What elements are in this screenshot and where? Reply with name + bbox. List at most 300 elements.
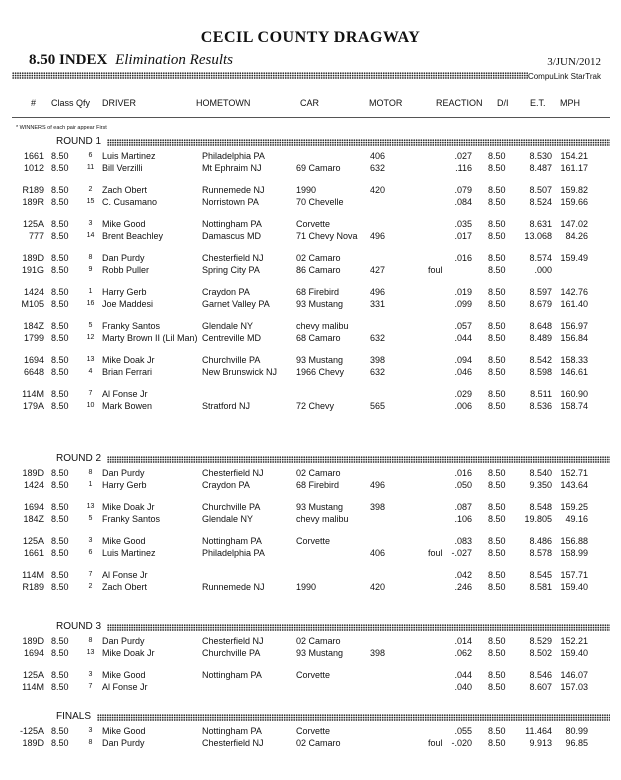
cell-car: 68 Firebird	[296, 480, 340, 490]
cell-id: 125A	[22, 219, 44, 229]
cell-driver: Mike Good	[102, 219, 146, 229]
cell-di: 8.50	[488, 548, 506, 558]
cell-motor: 406	[370, 548, 386, 558]
cell-id: R189	[22, 185, 44, 195]
cell-driver: Brent Beachley	[102, 231, 164, 241]
cell-car: 1966 Chevy	[296, 367, 345, 377]
cell-cls: 8.50	[51, 514, 69, 524]
table-row	[0, 726, 621, 738]
cell-home: Nottingham PA	[202, 219, 262, 229]
cell-mph: 159.25	[560, 502, 588, 512]
cell-cls: 8.50	[51, 355, 69, 365]
cell-et: 19.805	[524, 514, 552, 524]
cell-mph: 49.16	[565, 514, 588, 524]
cell-cls: 8.50	[51, 197, 69, 207]
cell-et: 8.597	[529, 287, 552, 297]
round-header	[12, 622, 610, 634]
table-row	[0, 231, 621, 243]
cell-id: 189D	[22, 253, 44, 263]
table-row	[0, 389, 621, 401]
cell-driver: C. Cusamano	[102, 197, 158, 207]
cell-di: 8.50	[488, 468, 506, 478]
cell-cls: 8.50	[51, 570, 69, 580]
cell-react: .029	[454, 389, 472, 399]
cell-mph: 161.17	[560, 163, 588, 173]
header-rule	[12, 117, 610, 118]
cell-motor: 331	[370, 299, 386, 309]
cell-et: 9.913	[529, 738, 552, 748]
cell-home: Norristown PA	[202, 197, 259, 207]
cell-id: 1424	[23, 480, 44, 490]
cell-cls: 8.50	[51, 253, 69, 263]
cell-qfy: 3	[88, 537, 93, 544]
cell-react: .050	[454, 480, 472, 490]
header-dot-rule	[12, 72, 528, 79]
cell-react: .079	[454, 185, 472, 195]
cell-motor: 496	[370, 480, 386, 490]
cell-di: 8.50	[488, 536, 506, 546]
table-row	[0, 548, 621, 560]
brand-label: CompuLink StarTrak	[527, 72, 601, 81]
cell-et: 8.502	[529, 648, 552, 658]
cell-qfy: 2	[88, 583, 93, 590]
cell-id: R189	[22, 582, 44, 592]
cell-mph: 146.61	[560, 367, 588, 377]
cell-react: .057	[454, 321, 472, 331]
cell-home: Craydon PA	[202, 480, 250, 490]
cell-motor: 398	[370, 502, 386, 512]
col-et: E.T.	[530, 98, 546, 108]
cell-mph: 157.71	[560, 570, 588, 580]
cell-et: 8.631	[529, 219, 552, 229]
col-car: CAR	[300, 98, 320, 108]
cell-qfy: 11	[86, 164, 95, 171]
cell-home: Mt Ephraim NJ	[202, 163, 262, 173]
cell-home: Runnemede NJ	[202, 185, 265, 195]
cell-di: 8.50	[488, 355, 506, 365]
table-row	[0, 163, 621, 175]
cell-id: 125A	[22, 536, 44, 546]
col-driver: DRIVER	[102, 98, 137, 108]
cell-mph: 80.99	[565, 726, 588, 736]
cell-react: .019	[454, 287, 472, 297]
cell-car: 72 Chevy	[296, 401, 335, 411]
cell-cls: 8.50	[51, 536, 69, 546]
cell-di: 8.50	[488, 502, 506, 512]
cell-id: 114M	[22, 389, 44, 399]
cell-qfy: 8	[88, 469, 93, 476]
cell-di: 8.50	[488, 738, 506, 748]
cell-qfy: 8	[88, 254, 93, 261]
table-row	[0, 151, 621, 163]
cell-id: 114M	[22, 682, 44, 692]
cell-qfy: 13	[86, 356, 95, 363]
cell-home: Spring City PA	[202, 265, 260, 275]
cell-di: 8.50	[488, 253, 506, 263]
round-label: ROUND 2	[56, 453, 102, 464]
cell-driver: Al Fonse Jr	[102, 682, 148, 692]
cell-qfy: 1	[88, 481, 93, 488]
col-di: D/I	[497, 98, 509, 108]
cell-car: chevy malibu	[296, 321, 349, 331]
cell-react: -.020	[451, 738, 472, 748]
cell-driver: Harry Gerb	[102, 480, 147, 490]
cell-mph: 84.26	[565, 231, 588, 241]
cell-driver: Dan Purdy	[102, 253, 145, 263]
cell-mph: 157.03	[560, 682, 588, 692]
cell-mph: 161.40	[560, 299, 588, 309]
round-label: ROUND 3	[56, 621, 102, 632]
cell-cls: 8.50	[51, 151, 69, 161]
cell-cls: 8.50	[51, 231, 69, 241]
cell-et: 11.464	[525, 726, 552, 736]
cell-react: .016	[454, 253, 472, 263]
cell-driver: Robb Puller	[102, 265, 150, 275]
cell-qfy: 10	[86, 402, 95, 409]
cell-foul: foul	[428, 738, 443, 748]
cell-id: -125A	[19, 726, 44, 736]
cell-motor: 496	[370, 231, 386, 241]
table-row	[0, 480, 621, 492]
cell-di: 8.50	[488, 231, 506, 241]
cell-et: 8.487	[529, 163, 552, 173]
cell-et: 8.598	[529, 367, 552, 377]
cell-react: .027	[454, 151, 472, 161]
cell-di: 8.50	[488, 219, 506, 229]
cell-home: Nottingham PA	[202, 670, 262, 680]
cell-cls: 8.50	[51, 287, 69, 297]
cell-home: Glendale NY	[202, 514, 254, 524]
cell-id: 189D	[22, 738, 44, 748]
cell-react: .087	[454, 502, 472, 512]
cell-home: Chesterfield NJ	[202, 253, 264, 263]
cell-cls: 8.50	[51, 502, 69, 512]
cell-car: 69 Camaro	[296, 163, 341, 173]
cell-qfy: 13	[86, 503, 95, 510]
cell-cls: 8.50	[51, 299, 69, 309]
cell-react: .044	[454, 333, 472, 343]
cell-di: 8.50	[488, 197, 506, 207]
cell-cls: 8.50	[51, 367, 69, 377]
cell-cls: 8.50	[51, 548, 69, 558]
cell-cls: 8.50	[51, 333, 69, 343]
table-row	[0, 321, 621, 333]
subtitle	[29, 52, 233, 69]
cell-mph: 147.02	[560, 219, 588, 229]
cell-driver: Franky Santos	[102, 514, 161, 524]
cell-car: 93 Mustang	[296, 648, 344, 658]
cell-driver: Mike Doak Jr	[102, 502, 155, 512]
cell-car: 70 Chevelle	[296, 197, 344, 207]
cell-id: M105	[21, 299, 44, 309]
report-date: 3/JUN/2012	[547, 56, 601, 68]
cell-react: .040	[454, 682, 472, 692]
cell-mph: 146.07	[560, 670, 588, 680]
cell-driver: Mike Good	[102, 536, 146, 546]
table-row	[0, 514, 621, 526]
cell-id: 191G	[21, 265, 44, 275]
cell-di: 8.50	[488, 163, 506, 173]
cell-di: 8.50	[488, 636, 506, 646]
cell-di: 8.50	[488, 480, 506, 490]
cell-id: 1012	[23, 163, 44, 173]
cell-qfy: 8	[88, 739, 93, 746]
col-qfy: Qfy	[76, 98, 91, 108]
cell-mph: 160.90	[560, 389, 588, 399]
cell-car: Corvette	[296, 726, 331, 736]
cell-driver: Luis Martinez	[102, 548, 156, 558]
round-dot-rule	[97, 714, 610, 721]
cell-home: Chesterfield NJ	[202, 468, 264, 478]
cell-motor: 496	[370, 287, 386, 297]
cell-cls: 8.50	[51, 163, 69, 173]
cell-qfy: 13	[86, 649, 95, 656]
table-row	[0, 355, 621, 367]
cell-react: .094	[454, 355, 472, 365]
cell-cls: 8.50	[51, 582, 69, 592]
cell-di: 8.50	[488, 389, 506, 399]
cell-di: 8.50	[488, 401, 506, 411]
cell-car: Corvette	[296, 670, 331, 680]
cell-motor: 406	[370, 151, 386, 161]
cell-driver: Franky Santos	[102, 321, 161, 331]
cell-react: .084	[454, 197, 472, 207]
cell-car: Corvette	[296, 536, 331, 546]
table-row	[0, 333, 621, 345]
cell-di: 8.50	[488, 287, 506, 297]
cell-driver: Marty Brown II (Lil Man)	[102, 333, 198, 343]
cell-qfy: 4	[88, 368, 93, 375]
cell-home: Churchville PA	[202, 355, 261, 365]
cell-home: Glendale NY	[202, 321, 254, 331]
cell-et: 9.350	[529, 480, 552, 490]
cell-car: chevy malibu	[296, 514, 349, 524]
cell-di: 8.50	[488, 333, 506, 343]
table-row	[0, 648, 621, 660]
winners-note: * WINNERS of each pair appear First	[16, 125, 107, 131]
cell-home: Damascus MD	[202, 231, 262, 241]
cell-motor: 632	[370, 333, 386, 343]
cell-id: 1661	[23, 548, 44, 558]
cell-qfy: 7	[88, 683, 93, 690]
cell-react: .055	[454, 726, 472, 736]
cell-car: 93 Mustang	[296, 355, 344, 365]
cell-et: 8.581	[529, 582, 552, 592]
cell-mph: 152.71	[560, 468, 588, 478]
table-row	[0, 401, 621, 413]
cell-id: 189R	[22, 197, 44, 207]
cell-motor: 632	[370, 367, 386, 377]
cell-mph: 159.49	[560, 253, 588, 263]
cell-mph: 152.21	[560, 636, 588, 646]
cell-driver: Dan Purdy	[102, 636, 145, 646]
cell-foul: foul	[428, 265, 443, 275]
cell-mph: 158.33	[560, 355, 588, 365]
cell-driver: Al Fonse Jr	[102, 570, 148, 580]
cell-react: .014	[454, 636, 472, 646]
cell-react: .106	[454, 514, 472, 524]
cell-mph: 96.85	[565, 738, 588, 748]
round-dot-rule	[107, 624, 610, 631]
results-label: Elimination Results	[115, 52, 234, 68]
cell-di: 8.50	[488, 670, 506, 680]
cell-et: 8.507	[529, 185, 552, 195]
cell-home: Chesterfield NJ	[202, 738, 264, 748]
cell-et: 8.524	[529, 197, 552, 207]
page-title: CECIL COUNTY DRAGWAY	[200, 29, 421, 46]
round-label: ROUND 1	[56, 136, 102, 147]
round-label: FINALS	[56, 711, 92, 722]
cell-id: 189D	[22, 636, 44, 646]
cell-home: Churchville PA	[202, 502, 261, 512]
cell-car: 93 Mustang	[296, 502, 344, 512]
cell-di: 8.50	[488, 151, 506, 161]
cell-react: .044	[454, 670, 472, 680]
cell-mph: 159.82	[560, 185, 588, 195]
cell-cls: 8.50	[51, 321, 69, 331]
cell-motor: 420	[370, 185, 386, 195]
cell-id: 184Z	[23, 321, 44, 331]
cell-mph: 159.40	[560, 582, 588, 592]
cell-foul: foul	[428, 548, 443, 558]
cell-et: 8.607	[529, 682, 552, 692]
cell-et: 8.548	[529, 502, 552, 512]
cell-et: 13.068	[524, 231, 552, 241]
table-row	[0, 197, 621, 209]
cell-car: 02 Camaro	[296, 636, 341, 646]
cell-et: 8.486	[529, 536, 552, 546]
cell-react: .246	[454, 582, 472, 592]
cell-qfy: 8	[88, 637, 93, 644]
cell-driver: Luis Martinez	[102, 151, 156, 161]
cell-driver: Bill Verzilli	[102, 163, 143, 173]
round-header	[12, 454, 610, 466]
cell-id: 1799	[23, 333, 44, 343]
cell-driver: Dan Purdy	[102, 738, 145, 748]
cell-cls: 8.50	[51, 682, 69, 692]
cell-qfy: 6	[88, 152, 93, 159]
cell-di: 8.50	[488, 367, 506, 377]
cell-home: Nottingham PA	[202, 726, 262, 736]
cell-qfy: 5	[88, 322, 93, 329]
cell-et: 8.489	[529, 333, 552, 343]
cell-qfy: 16	[86, 300, 95, 307]
cell-driver: Zach Obert	[102, 185, 148, 195]
round-header	[12, 712, 610, 724]
cell-cls: 8.50	[51, 389, 69, 399]
cell-di: 8.50	[488, 185, 506, 195]
cell-motor: 398	[370, 648, 386, 658]
cell-mph: 159.40	[560, 648, 588, 658]
cell-di: 8.50	[488, 321, 506, 331]
cell-mph: 143.64	[560, 480, 588, 490]
col-motor: MOTOR	[369, 98, 403, 108]
cell-home: Centreville MD	[202, 333, 262, 343]
round-header	[12, 137, 610, 149]
cell-driver: Mike Doak Jr	[102, 355, 155, 365]
cell-cls: 8.50	[51, 219, 69, 229]
cell-cls: 8.50	[51, 670, 69, 680]
cell-car: 02 Camaro	[296, 738, 341, 748]
col-hometown: HOMETOWN	[196, 98, 251, 108]
cell-cls: 8.50	[51, 401, 69, 411]
cell-et: 8.530	[529, 151, 552, 161]
cell-di: 8.50	[488, 299, 506, 309]
cell-id: 114M	[22, 570, 44, 580]
cell-et: 8.536	[529, 401, 552, 411]
cell-home: Craydon PA	[202, 287, 250, 297]
table-row	[0, 468, 621, 480]
cell-et: 8.542	[529, 355, 552, 365]
cell-di: 8.50	[488, 682, 506, 692]
cell-react: .062	[454, 648, 472, 658]
cell-driver: Al Fonse Jr	[102, 389, 148, 399]
cell-et: 8.574	[529, 253, 552, 263]
cell-react: .046	[454, 367, 472, 377]
col-reaction: REACTION	[436, 98, 483, 108]
cell-react: .017	[454, 231, 472, 241]
cell-cls: 8.50	[51, 185, 69, 195]
table-row	[0, 670, 621, 682]
cell-id: 6648	[23, 367, 44, 377]
table-row	[0, 287, 621, 299]
cell-qfy: 5	[88, 515, 93, 522]
table-row	[0, 582, 621, 594]
cell-et: 8.511	[530, 389, 552, 399]
table-row	[0, 682, 621, 694]
cell-et: 8.546	[529, 670, 552, 680]
cell-cls: 8.50	[51, 265, 69, 275]
cell-home: Churchville PA	[202, 648, 261, 658]
cell-car: 02 Camaro	[296, 253, 341, 263]
cell-home: Philadelphia PA	[202, 151, 265, 161]
col-id: #	[31, 98, 37, 108]
cell-mph: 159.66	[560, 197, 588, 207]
cell-mph: 156.84	[560, 333, 588, 343]
table-row	[0, 253, 621, 265]
cell-mph: 158.74	[560, 401, 588, 411]
cell-car: Corvette	[296, 219, 331, 229]
cell-car: 68 Firebird	[296, 287, 340, 297]
cell-motor: 420	[370, 582, 386, 592]
round-dot-rule	[107, 456, 610, 463]
cell-mph: 142.76	[560, 287, 588, 297]
table-row	[0, 570, 621, 582]
table-row	[0, 299, 621, 311]
cell-id: 777	[28, 231, 44, 241]
cell-car: 1990	[296, 582, 317, 592]
cell-id: 1694	[23, 502, 44, 512]
cell-di: 8.50	[488, 648, 506, 658]
table-row	[0, 636, 621, 648]
cell-et: 8.529	[529, 636, 552, 646]
cell-di: 8.50	[488, 265, 506, 275]
cell-home: Chesterfield NJ	[202, 636, 264, 646]
cell-motor: 398	[370, 355, 386, 365]
cell-et: 8.545	[529, 570, 552, 580]
cell-et: 8.648	[529, 321, 552, 331]
table-row	[0, 265, 621, 277]
cell-id: 1694	[23, 355, 44, 365]
cell-id: 125A	[22, 670, 44, 680]
cell-react: .042	[454, 570, 472, 580]
table-row	[0, 536, 621, 548]
cell-qfy: 12	[86, 334, 95, 341]
cell-mph: 154.21	[560, 151, 588, 161]
cell-qfy: 6	[88, 549, 93, 556]
table-row	[0, 367, 621, 379]
cell-driver: Mark Bowen	[102, 401, 153, 411]
